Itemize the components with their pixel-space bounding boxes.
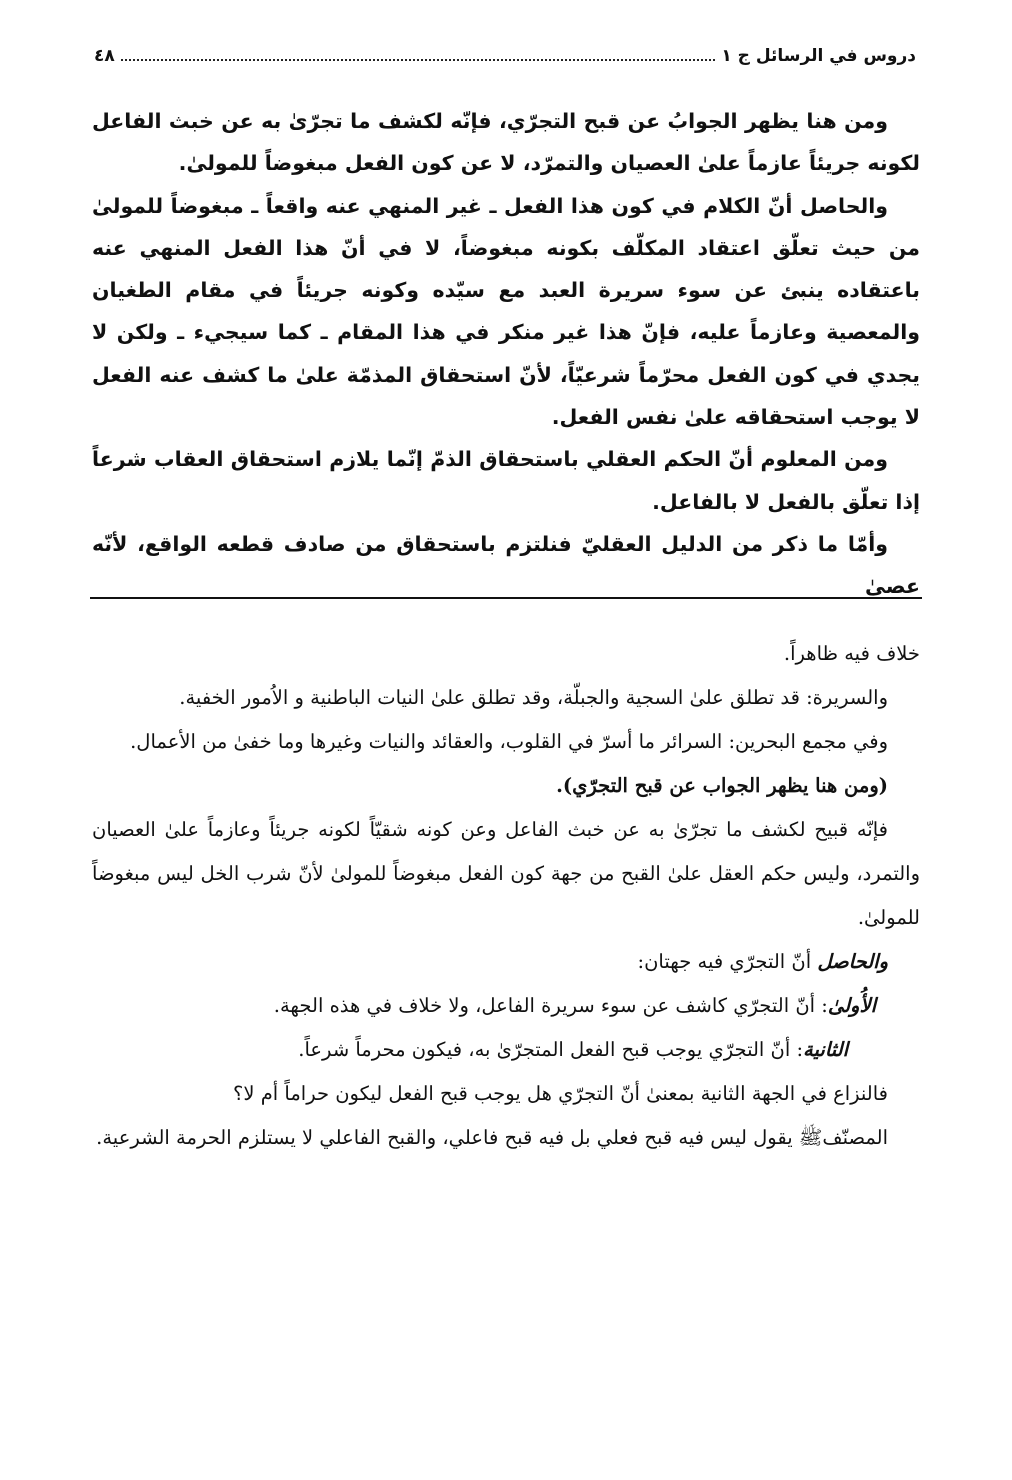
footnote-paragraph: فالنزاع في الجهة الثانية بمعنىٰ أنّ التجرّي هل يوجب قبح الفعل ليكون حراماً أم لا؟: [233, 1082, 888, 1105]
main-paragraph: وأمّا ما ذكر من الدليل العقليّ فنلتزم باستحقاق من صادف قطعه الواقع، لأنّه عصىٰ: [92, 531, 920, 599]
second-aspect-text: : أنّ التجرّي يوجب قبح الفعل المتجرّىٰ به، فيكون محرماً شرعاً.: [298, 1038, 804, 1061]
summary-label: والحاصل: [817, 950, 888, 973]
main-text: [92, 100, 920, 608]
footnote-paragraph: والسريرة: قد تطلق علىٰ السجية والجبلّة، وقد تطلق علىٰ النيات الباطنية و الاُمور الخفية.: [179, 686, 888, 709]
footnote-paragraph: وفي مجمع البحرين: السرائر ما أسرّ في القلوب، والعقائد والنيات وغيرها وما خفىٰ من الأعمال.: [130, 730, 888, 753]
footnote-quote: (ومن هنا يظهر الجواب عن قبح التجرّي).: [556, 774, 888, 797]
footnote-summary: [92, 940, 920, 984]
footnote-aspect-first: [92, 984, 920, 1028]
header-dot-leader: [121, 59, 716, 61]
first-aspect-text: : أنّ التجرّي كاشف عن سوء سريرة الفاعل، ولا خلاف في هذه الجهة.: [273, 994, 828, 1017]
second-aspect-label: الثانية: [803, 1038, 848, 1061]
footnote-paragraph: فإنّه قبيح لكشف ما تجرّىٰ به عن خبث الفاعل وعن كونه شقيّاً لكونه جريئاً وعازماً علىٰ العصيان والتمرد، وليس حكم العقل علىٰ القبح من جهة كون الفعل مبغوضاً للمولىٰ لأنّ شرب الخل ليس مبغوضاً للمولىٰ.: [92, 818, 920, 929]
summary-text: أنّ التجرّي فيه جهتان:: [637, 950, 818, 973]
book-title: دروس في الرسائل ج ١: [721, 46, 916, 66]
main-paragraph: ومن هنا يظهر الجوابُ عن قبح التجرّي، فإنّه لكشف ما تجرّىٰ به عن خبث الفاعل لكونه جريئاً عازماً علىٰ العصيان والتمرّد، لا عن كون الفعل مبغوضاً للمولىٰ.: [92, 109, 920, 176]
first-aspect-label: الأُولىٰ: [827, 994, 876, 1017]
main-paragraph: ومن المعلوم أنّ الحكم العقلي باستحقاق الذمّ إنّما يلازم استحقاق العقاب شرعاً إذا تعلّق بالفعل لا بالفاعل.: [92, 447, 920, 514]
page-number: ٤٨: [94, 46, 115, 66]
footnote-paragraph: المصنّفﷺ يقول ليس فيه قبح فعلي بل فيه قبح فاعلي، والقبح الفاعلي لا يستلزم الحرمة الشرعية.: [96, 1126, 888, 1149]
running-header: [90, 40, 920, 72]
footnotes: [92, 632, 920, 1160]
footnote-line: خلاف فيه ظاهراً.: [783, 642, 920, 665]
footnote-divider: [90, 597, 922, 599]
footnote-aspect-second: [92, 1028, 920, 1072]
main-paragraph: والحاصل أنّ الكلام في كون هذا الفعل ـ غير المنهي عنه واقعاً ـ مبغوضاً للمولىٰ من حيث تعلّق اعتقاد المكلّف بكونه مبغوضاً، لا في أنّ هذا الفعل المنهي عنه باعتقاده ينبئ عن سوء سريرة العبد مع سيّده وكونه جريئاً في مقام الطغيان والمعصية وعازماً عليه، فإنّ هذا غير منكر في هذا المقام ـ كما سيجيء ـ ولكن لا يجدي في كون الفعل محرّماً شرعيّاً، لأنّ استحقاق المذمّة علىٰ ما كشف عنه الفعل لا يوجب استحقاقه علىٰ نفس الفعل.: [92, 193, 920, 430]
